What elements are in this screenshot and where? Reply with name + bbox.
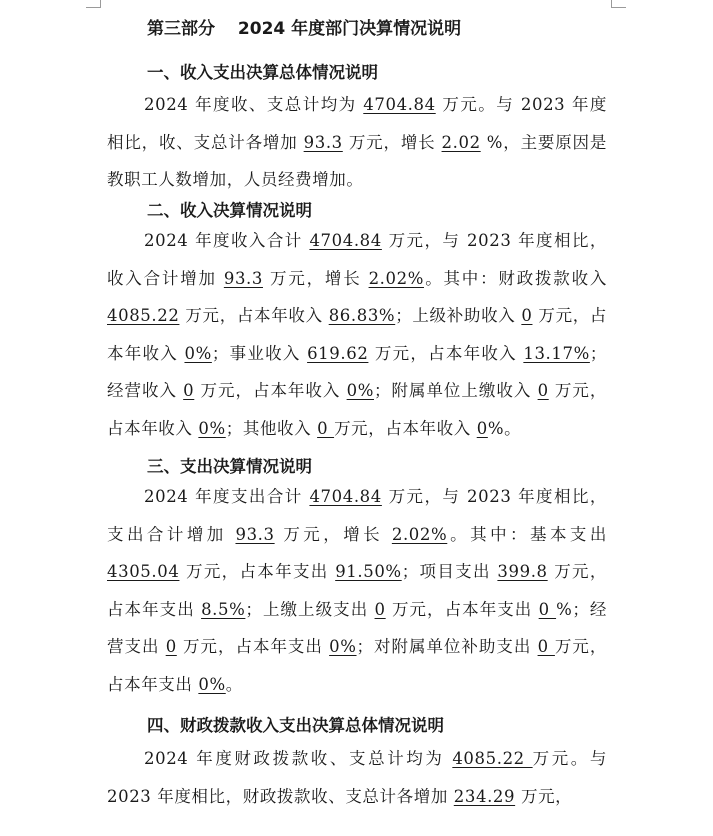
- section-heading-1: 一、收入支出决算总体情况说明: [147, 63, 378, 82]
- paragraph-text: 。其中：财政拨款收入: [424, 268, 607, 288]
- underlined-figure: 234.29: [453, 786, 516, 806]
- underlined-figure: 0: [521, 306, 533, 325]
- section-3-paragraph: [107, 478, 607, 703]
- paragraph-text: ；其他收入: [225, 418, 318, 438]
- section-4-paragraph: [107, 740, 607, 815]
- paragraph-text: ；对附属单位补助支出: [356, 637, 538, 656]
- underlined-figure: 0: [537, 381, 549, 400]
- underlined-figure: 399.8: [497, 562, 548, 581]
- paragraph-text: ；上缴上级支出: [245, 599, 375, 619]
- paragraph-text: ；项目支出: [401, 562, 498, 581]
- paragraph-text: 2024 年度收、支总计均为: [144, 95, 364, 114]
- underlined-figure: 4704.84: [363, 95, 436, 114]
- underlined-figure: 0: [183, 381, 195, 400]
- underlined-figure: 4704.84: [309, 231, 382, 250]
- underlined-figure: 0: [317, 418, 335, 438]
- underlined-figure: 0: [374, 599, 386, 619]
- paragraph-text: 万元，: [515, 786, 573, 806]
- underlined-figure: 4704.84: [309, 487, 382, 506]
- section-1-paragraph: [107, 86, 607, 199]
- paragraph-text: 万元，增长: [262, 268, 369, 288]
- underlined-figure: 4305.04: [107, 562, 180, 581]
- underlined-figure: 0%: [198, 674, 226, 694]
- underlined-figure: 4085.22: [107, 306, 180, 325]
- paragraph-text: 万元。与 2023 年度相比，收、支总计各增加: [107, 95, 608, 152]
- paragraph-text: 2024 年度收入合计: [144, 231, 310, 250]
- paragraph-text: ；经营收入: [107, 343, 607, 400]
- underlined-figure: 93.3: [303, 132, 343, 152]
- underlined-figure: 93.3: [235, 524, 275, 544]
- paragraph-text: 。其中：基本支出: [447, 524, 607, 544]
- paragraph-text: 万元，占本年收入: [179, 306, 329, 325]
- paragraph-text: 万元，占本年收入: [194, 381, 347, 400]
- paragraph-text: 万元，增长: [274, 524, 392, 544]
- paragraph-text: 万元。与 2023 年度相比，财政拨款收、支总计各增加: [107, 749, 607, 806]
- paragraph-text: 万元，占本年收入: [107, 306, 608, 363]
- underlined-figure: 0: [537, 637, 555, 656]
- paragraph-text: %，主要原因是教职工人数增加，人员经费增加。: [107, 132, 607, 189]
- underlined-figure: 0%: [329, 637, 357, 656]
- underlined-figure: 8.5%: [201, 599, 246, 619]
- underlined-figure: 4085.22: [452, 749, 533, 768]
- underlined-figure: 0%: [346, 381, 374, 400]
- underlined-figure: 0%: [198, 418, 226, 438]
- underlined-figure: 0: [538, 599, 557, 619]
- underlined-figure: 86.83%: [328, 306, 396, 325]
- underlined-figure: 0: [476, 418, 488, 438]
- paragraph-text: %；经营支出: [107, 599, 607, 656]
- underlined-figure: 91.50%: [335, 562, 402, 581]
- paragraph-text: 万元，增长: [342, 132, 442, 152]
- paragraph-text: 万元，占本年支出: [179, 562, 336, 581]
- paragraph-text: ；上级补助收入: [395, 306, 522, 325]
- underlined-figure: 93.3: [223, 268, 263, 288]
- paragraph-text: 万元，与 2023 年度相比，支出合计增加: [107, 487, 607, 544]
- paragraph-text: ；事业收入: [211, 343, 308, 363]
- underlined-figure: 619.62: [307, 343, 369, 363]
- paragraph-text: 万元，占本年支出: [176, 637, 330, 656]
- paragraph-text: 万元，占本年支出: [107, 562, 607, 619]
- paragraph-text: 万元，占本年收入: [334, 418, 477, 438]
- paragraph-text: 万元，占本年支出: [385, 599, 539, 619]
- paragraph-text: 万元，与 2023 年度相比，收入合计增加: [107, 231, 607, 288]
- section-heading-4: 四、财政拨款收入支出决算总体情况说明: [147, 716, 444, 735]
- paragraph-text: %。: [487, 418, 522, 438]
- paragraph-text: 万元，占本年收入: [368, 343, 524, 363]
- paragraph-text: 万元，占本年支出: [107, 637, 607, 694]
- underlined-figure: 2.02%: [368, 268, 424, 288]
- paragraph-text: 万元，占本年收入: [107, 381, 607, 438]
- crop-mark-left: [86, 0, 101, 8]
- underlined-figure: 0%: [184, 343, 212, 363]
- underlined-figure: 13.17%: [523, 343, 590, 363]
- crop-mark-right: [611, 0, 626, 8]
- section-2-paragraph: [107, 222, 607, 447]
- underlined-figure: 2.02: [441, 132, 481, 152]
- section-heading-3: 三、支出决算情况说明: [147, 457, 312, 476]
- paragraph-text: 2024 年度财政拨款收、支总计均为: [144, 749, 453, 768]
- section-heading-2: 二、收入决算情况说明: [147, 201, 312, 220]
- page-title: 第三部分 2024 年度部门决算情况说明: [147, 19, 462, 39]
- underlined-figure: 0: [165, 637, 177, 656]
- underlined-figure: 2.02%: [391, 524, 448, 544]
- paragraph-text: 2024 年度支出合计: [144, 487, 310, 506]
- paragraph-text: 。: [225, 674, 243, 694]
- paragraph-text: ；附属单位上缴收入: [374, 381, 538, 400]
